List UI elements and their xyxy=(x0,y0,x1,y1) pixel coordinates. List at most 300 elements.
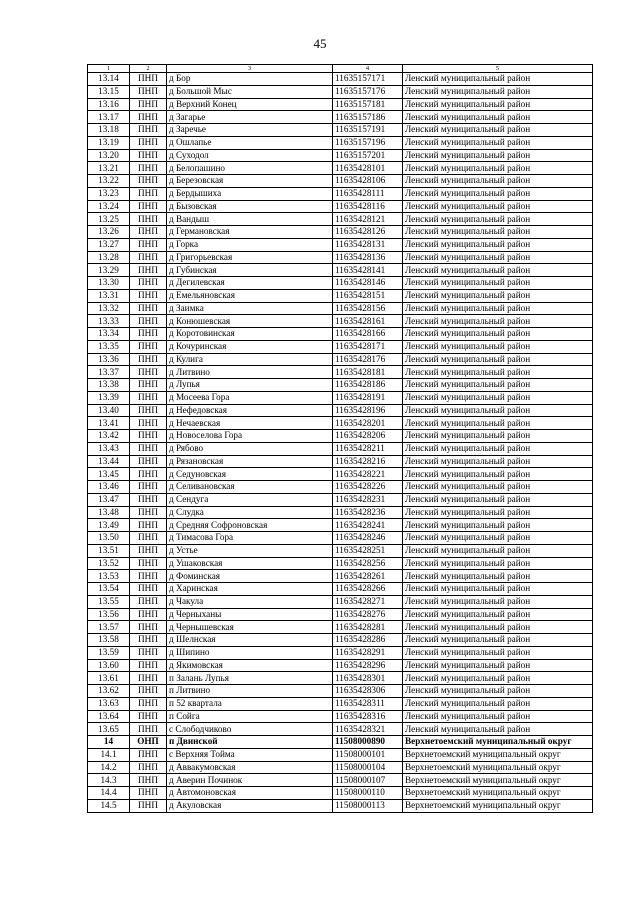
column-header: 3 xyxy=(167,65,333,73)
page-number: 45 xyxy=(313,36,327,51)
settlement-name-cell: п Литвино xyxy=(167,685,333,698)
municipality-cell: Ленский муниципальный район xyxy=(403,200,593,213)
settlement-name-cell: д Фоминская xyxy=(167,570,333,583)
municipality-cell: Ленский муниципальный район xyxy=(403,417,593,430)
table-row xyxy=(88,340,593,353)
settlement-type-cell: ПНП xyxy=(130,379,167,392)
row-number-cell: 13.41 xyxy=(88,417,130,430)
settlement-type-cell: ПНП xyxy=(130,149,167,162)
table-row xyxy=(88,761,593,774)
settlement-name-cell: д Мосеева Гора xyxy=(167,391,333,404)
municipality-cell: Ленский муниципальный район xyxy=(403,315,593,328)
municipality-cell: Ленский муниципальный район xyxy=(403,264,593,277)
municipality-cell: Ленский муниципальный район xyxy=(403,149,593,162)
oktmo-code-cell: 11508000110 xyxy=(333,787,403,800)
settlement-name-cell: д Березовская xyxy=(167,175,333,188)
settlement-type-cell: ПНП xyxy=(130,391,167,404)
table-row xyxy=(88,213,593,226)
row-number-cell: 13.52 xyxy=(88,557,130,570)
table-row xyxy=(88,404,593,417)
municipality-cell: Ленский муниципальный район xyxy=(403,404,593,417)
oktmo-code-cell: 11635428176 xyxy=(333,353,403,366)
settlement-type-cell: ПНП xyxy=(130,723,167,736)
row-number-cell: 13.17 xyxy=(88,111,130,124)
table-row xyxy=(88,200,593,213)
table-row xyxy=(88,175,593,188)
table-row xyxy=(88,136,593,149)
settlement-type-cell: ПНП xyxy=(130,315,167,328)
table-row xyxy=(88,455,593,468)
oktmo-code-cell: 11635428116 xyxy=(333,200,403,213)
settlement-type-cell: ПНП xyxy=(130,366,167,379)
table-row xyxy=(88,98,593,111)
settlement-name-cell: д Верхний Конец xyxy=(167,98,333,111)
settlement-name-cell: с Верхняя Тойма xyxy=(167,748,333,761)
oktmo-code-cell: 11635157186 xyxy=(333,111,403,124)
settlement-type-cell: ПНП xyxy=(130,213,167,226)
settlement-name-cell: д Заречье xyxy=(167,124,333,137)
settlement-type-cell: ПНП xyxy=(130,162,167,175)
settlements-table xyxy=(87,64,593,813)
row-number-cell: 13.59 xyxy=(88,646,130,659)
municipality-cell: Ленский муниципальный район xyxy=(403,187,593,200)
oktmo-code-cell: 11635157191 xyxy=(333,124,403,137)
municipality-cell: Ленский муниципальный район xyxy=(403,442,593,455)
oktmo-code-cell: 11635428151 xyxy=(333,289,403,302)
municipality-cell: Ленский муниципальный район xyxy=(403,85,593,98)
municipality-cell: Ленский муниципальный район xyxy=(403,124,593,137)
oktmo-code-cell: 11635428106 xyxy=(333,175,403,188)
row-number-cell: 14.1 xyxy=(88,748,130,761)
table-row xyxy=(88,379,593,392)
oktmo-code-cell: 11635428121 xyxy=(333,213,403,226)
table-row xyxy=(88,799,593,812)
municipality-cell: Ленский муниципальный район xyxy=(403,136,593,149)
settlement-type-cell: ПНП xyxy=(130,697,167,710)
settlement-type-cell: ПНП xyxy=(130,595,167,608)
table-row xyxy=(88,519,593,532)
oktmo-code-cell: 11635428291 xyxy=(333,646,403,659)
row-number-cell: 13.53 xyxy=(88,570,130,583)
settlement-type-cell: ПНП xyxy=(130,621,167,634)
settlement-name-cell: д Ушаковская xyxy=(167,557,333,570)
settlement-name-cell: д Нефедовская xyxy=(167,404,333,417)
settlement-name-cell: д Рязановская xyxy=(167,455,333,468)
row-number-cell: 14.5 xyxy=(88,799,130,812)
oktmo-code-cell: 11635428156 xyxy=(333,302,403,315)
row-number-cell: 13.21 xyxy=(88,162,130,175)
row-number-cell: 13.33 xyxy=(88,315,130,328)
row-number-cell: 13.23 xyxy=(88,187,130,200)
municipality-cell: Ленский муниципальный район xyxy=(403,519,593,532)
settlement-name-cell: д Рябово xyxy=(167,442,333,455)
oktmo-code-cell: 11635428111 xyxy=(333,187,403,200)
municipality-cell: Ленский муниципальный район xyxy=(403,353,593,366)
table-row xyxy=(88,302,593,315)
settlement-name-cell: д Ошлапье xyxy=(167,136,333,149)
settlement-type-cell: ПНП xyxy=(130,251,167,264)
oktmo-code-cell: 11635428236 xyxy=(333,506,403,519)
settlement-name-cell: д Лупья xyxy=(167,379,333,392)
settlement-type-cell: ПНП xyxy=(130,532,167,545)
municipality-cell: Ленский муниципальный район xyxy=(403,226,593,239)
row-number-cell: 13.42 xyxy=(88,430,130,443)
settlement-name-cell: д Тимасова Гора xyxy=(167,532,333,545)
settlement-name-cell: д Кочуринская xyxy=(167,340,333,353)
table-row xyxy=(88,417,593,430)
settlement-type-cell: ПНП xyxy=(130,430,167,443)
row-number-cell: 13.58 xyxy=(88,634,130,647)
municipality-cell: Ленский муниципальный район xyxy=(403,608,593,621)
settlement-name-cell: д Конюшевская xyxy=(167,315,333,328)
settlement-type-cell: ПНП xyxy=(130,226,167,239)
table-row xyxy=(88,570,593,583)
municipality-cell: Верхнетоемский муниципальный округ xyxy=(403,799,593,812)
municipality-cell: Ленский муниципальный район xyxy=(403,468,593,481)
oktmo-code-cell: 11635428306 xyxy=(333,685,403,698)
row-number-cell: 13.30 xyxy=(88,277,130,290)
table-row xyxy=(88,328,593,341)
settlement-type-cell: ПНП xyxy=(130,455,167,468)
settlement-type-cell: ПНП xyxy=(130,774,167,787)
column-header: 2 xyxy=(130,65,167,73)
settlement-type-cell: ПНП xyxy=(130,340,167,353)
settlement-type-cell: ПНП xyxy=(130,404,167,417)
oktmo-code-cell: 11635428301 xyxy=(333,672,403,685)
municipality-cell: Ленский муниципальный район xyxy=(403,379,593,392)
oktmo-code-cell: 11635157171 xyxy=(333,73,403,86)
table-row xyxy=(88,391,593,404)
settlement-type-cell: ПНП xyxy=(130,634,167,647)
row-number-cell: 13.29 xyxy=(88,264,130,277)
row-number-cell: 13.40 xyxy=(88,404,130,417)
settlement-name-cell: д Бор xyxy=(167,73,333,86)
row-number-cell: 13.44 xyxy=(88,455,130,468)
row-number-cell: 13.39 xyxy=(88,391,130,404)
table-row xyxy=(88,124,593,137)
settlement-name-cell: д Якимовская xyxy=(167,659,333,672)
table-row xyxy=(88,226,593,239)
settlement-type-cell: ПНП xyxy=(130,417,167,430)
settlement-name-cell: д Чакула xyxy=(167,595,333,608)
oktmo-code-cell: 11635157196 xyxy=(333,136,403,149)
settlement-type-cell: ПНП xyxy=(130,570,167,583)
row-number-cell: 13.22 xyxy=(88,175,130,188)
settlement-name-cell: д Седуновская xyxy=(167,468,333,481)
table-row xyxy=(88,481,593,494)
municipality-cell: Ленский муниципальный район xyxy=(403,685,593,698)
table-row xyxy=(88,238,593,251)
table-row xyxy=(88,634,593,647)
row-number-cell: 14 xyxy=(88,736,130,749)
oktmo-code-cell: 11635428231 xyxy=(333,493,403,506)
settlement-name-cell: д Большой Мыс xyxy=(167,85,333,98)
oktmo-code-cell: 11635428211 xyxy=(333,442,403,455)
settlement-name-cell: д Германовская xyxy=(167,226,333,239)
table-row xyxy=(88,544,593,557)
column-header: 1 xyxy=(88,65,130,73)
settlement-name-cell: д Аверин Починок xyxy=(167,774,333,787)
settlement-type-cell: ПНП xyxy=(130,544,167,557)
table-row xyxy=(88,583,593,596)
row-number-cell: 13.26 xyxy=(88,226,130,239)
table-row xyxy=(88,162,593,175)
settlement-name-cell: д Устье xyxy=(167,544,333,557)
oktmo-code-cell: 11635428171 xyxy=(333,340,403,353)
oktmo-code-cell: 11508000107 xyxy=(333,774,403,787)
oktmo-code-cell: 11635428286 xyxy=(333,634,403,647)
municipality-cell: Ленский муниципальный район xyxy=(403,583,593,596)
settlement-name-cell: д Кулига xyxy=(167,353,333,366)
municipality-cell: Ленский муниципальный район xyxy=(403,213,593,226)
municipality-cell: Ленский муниципальный район xyxy=(403,672,593,685)
row-number-cell: 13.24 xyxy=(88,200,130,213)
settlement-name-cell: д Емельяновская xyxy=(167,289,333,302)
oktmo-code-cell: 11635428161 xyxy=(333,315,403,328)
settlement-type-cell: ПНП xyxy=(130,748,167,761)
table-row xyxy=(88,697,593,710)
oktmo-code-cell: 11635428251 xyxy=(333,544,403,557)
table-row xyxy=(88,149,593,162)
table-row xyxy=(88,621,593,634)
settlement-type-cell: ПНП xyxy=(130,659,167,672)
municipality-cell: Верхнетоемский муниципальный округ xyxy=(403,736,593,749)
municipality-cell: Ленский муниципальный район xyxy=(403,430,593,443)
row-number-cell: 13.60 xyxy=(88,659,130,672)
settlement-name-cell: д Шелнская xyxy=(167,634,333,647)
oktmo-code-cell: 11635428126 xyxy=(333,226,403,239)
table-row xyxy=(88,73,593,86)
settlement-name-cell: д Черныханы xyxy=(167,608,333,621)
settlement-name-cell: д Григорьевская xyxy=(167,251,333,264)
table-row xyxy=(88,595,593,608)
municipality-cell: Ленский муниципальный район xyxy=(403,532,593,545)
municipality-cell: Ленский муниципальный район xyxy=(403,328,593,341)
oktmo-code-cell: 11635428276 xyxy=(333,608,403,621)
row-number-cell: 13.62 xyxy=(88,685,130,698)
row-number-cell: 13.38 xyxy=(88,379,130,392)
row-number-cell: 13.20 xyxy=(88,149,130,162)
table-row xyxy=(88,264,593,277)
municipality-cell: Ленский муниципальный район xyxy=(403,659,593,672)
settlement-name-cell: п Залань Лупья xyxy=(167,672,333,685)
table-row xyxy=(88,251,593,264)
municipality-cell: Верхнетоемский муниципальный округ xyxy=(403,748,593,761)
table-row xyxy=(88,353,593,366)
settlement-type-cell: ПНП xyxy=(130,200,167,213)
row-number-cell: 14.3 xyxy=(88,774,130,787)
table-row xyxy=(88,366,593,379)
table-row xyxy=(88,672,593,685)
municipality-cell: Ленский муниципальный район xyxy=(403,289,593,302)
settlement-name-cell: д Бызовская xyxy=(167,200,333,213)
oktmo-code-cell: 11635428241 xyxy=(333,519,403,532)
municipality-cell: Ленский муниципальный район xyxy=(403,277,593,290)
table-row xyxy=(88,748,593,761)
settlement-type-cell: ПНП xyxy=(130,98,167,111)
oktmo-code-cell: 11635428181 xyxy=(333,366,403,379)
settlement-name-cell: д Слудка xyxy=(167,506,333,519)
row-number-cell: 13.48 xyxy=(88,506,130,519)
municipality-cell: Ленский муниципальный район xyxy=(403,697,593,710)
table-row xyxy=(88,787,593,800)
table-row xyxy=(88,493,593,506)
settlement-name-cell: с Слободчиково xyxy=(167,723,333,736)
settlement-type-cell: ПНП xyxy=(130,646,167,659)
table-row xyxy=(88,111,593,124)
row-number-cell: 13.16 xyxy=(88,98,130,111)
settlement-name-cell: п Сойга xyxy=(167,710,333,723)
row-number-cell: 13.57 xyxy=(88,621,130,634)
settlement-type-cell: ПНП xyxy=(130,187,167,200)
table-row xyxy=(88,442,593,455)
settlement-type-cell: ПНП xyxy=(130,124,167,137)
row-number-cell: 13.55 xyxy=(88,595,130,608)
row-number-cell: 13.45 xyxy=(88,468,130,481)
settlement-name-cell: д Нечаевская xyxy=(167,417,333,430)
settlement-type-cell: ПНП xyxy=(130,328,167,341)
settlement-name-cell: д Новоселова Гора xyxy=(167,430,333,443)
municipality-cell: Ленский муниципальный район xyxy=(403,302,593,315)
municipality-cell: Ленский муниципальный район xyxy=(403,455,593,468)
oktmo-code-cell: 11635428131 xyxy=(333,238,403,251)
header-row xyxy=(88,65,593,73)
municipality-cell: Верхнетоемский муниципальный округ xyxy=(403,761,593,774)
municipality-cell: Верхнетоемский муниципальный округ xyxy=(403,787,593,800)
settlement-name-cell: п Двинской xyxy=(167,736,333,749)
settlement-type-cell: ПНП xyxy=(130,238,167,251)
oktmo-code-cell: 11635428261 xyxy=(333,570,403,583)
municipality-cell: Ленский муниципальный район xyxy=(403,73,593,86)
row-number-cell: 13.32 xyxy=(88,302,130,315)
municipality-cell: Ленский муниципальный район xyxy=(403,595,593,608)
oktmo-code-cell: 11635157176 xyxy=(333,85,403,98)
municipality-cell: Ленский муниципальный район xyxy=(403,506,593,519)
row-number-cell: 13.51 xyxy=(88,544,130,557)
row-number-cell: 13.25 xyxy=(88,213,130,226)
oktmo-code-cell: 11635428146 xyxy=(333,277,403,290)
oktmo-code-cell: 11635157181 xyxy=(333,98,403,111)
settlement-type-cell: ОНП xyxy=(130,736,167,749)
table-row xyxy=(88,659,593,672)
table-row xyxy=(88,187,593,200)
municipality-cell: Ленский муниципальный район xyxy=(403,544,593,557)
oktmo-code-cell: 11635428166 xyxy=(333,328,403,341)
settlement-type-cell: ПНП xyxy=(130,289,167,302)
table-row xyxy=(88,736,593,749)
settlement-name-cell: д Губинская xyxy=(167,264,333,277)
table-body xyxy=(88,73,593,813)
settlement-name-cell: д Аввакумовская xyxy=(167,761,333,774)
settlement-name-cell: п 52 квартала xyxy=(167,697,333,710)
settlement-name-cell: д Загарье xyxy=(167,111,333,124)
settlement-name-cell: д Шипино xyxy=(167,646,333,659)
oktmo-code-cell: 11508000113 xyxy=(333,799,403,812)
settlement-type-cell: ПНП xyxy=(130,481,167,494)
settlement-type-cell: ПНП xyxy=(130,799,167,812)
row-number-cell: 13.14 xyxy=(88,73,130,86)
table-row xyxy=(88,468,593,481)
municipality-cell: Ленский муниципальный район xyxy=(403,175,593,188)
municipality-cell: Ленский муниципальный район xyxy=(403,481,593,494)
settlement-type-cell: ПНП xyxy=(130,73,167,86)
oktmo-code-cell: 11635428226 xyxy=(333,481,403,494)
settlement-name-cell: д Средняя Софроновская xyxy=(167,519,333,532)
municipality-cell: Ленский муниципальный район xyxy=(403,646,593,659)
oktmo-code-cell: 11635428281 xyxy=(333,621,403,634)
municipality-cell: Ленский муниципальный район xyxy=(403,162,593,175)
settlement-type-cell: ПНП xyxy=(130,85,167,98)
oktmo-code-cell: 11635428316 xyxy=(333,710,403,723)
settlement-type-cell: ПНП xyxy=(130,506,167,519)
municipality-cell: Ленский муниципальный район xyxy=(403,238,593,251)
municipality-cell: Ленский муниципальный район xyxy=(403,557,593,570)
settlement-type-cell: ПНП xyxy=(130,353,167,366)
settlement-name-cell: д Селивановская xyxy=(167,481,333,494)
settlement-type-cell: ПНП xyxy=(130,583,167,596)
settlement-name-cell: д Бердышиха xyxy=(167,187,333,200)
settlement-type-cell: ПНП xyxy=(130,175,167,188)
row-number-cell: 13.43 xyxy=(88,442,130,455)
oktmo-code-cell: 11635428266 xyxy=(333,583,403,596)
settlement-type-cell: ПНП xyxy=(130,302,167,315)
settlement-name-cell: д Горка xyxy=(167,238,333,251)
oktmo-code-cell: 11635428101 xyxy=(333,162,403,175)
oktmo-code-cell: 11508000101 xyxy=(333,748,403,761)
row-number-cell: 13.61 xyxy=(88,672,130,685)
settlement-type-cell: ПНП xyxy=(130,761,167,774)
table-row xyxy=(88,608,593,621)
settlement-type-cell: ПНП xyxy=(130,493,167,506)
row-number-cell: 13.54 xyxy=(88,583,130,596)
oktmo-code-cell: 11635428201 xyxy=(333,417,403,430)
oktmo-code-cell: 11635428221 xyxy=(333,468,403,481)
municipality-cell: Ленский муниципальный район xyxy=(403,493,593,506)
row-number-cell: 13.36 xyxy=(88,353,130,366)
oktmo-code-cell: 11635428196 xyxy=(333,404,403,417)
settlement-name-cell: д Суходол xyxy=(167,149,333,162)
table-row xyxy=(88,557,593,570)
row-number-cell: 13.56 xyxy=(88,608,130,621)
settlement-name-cell: д Литвино xyxy=(167,366,333,379)
settlement-name-cell: д Харинская xyxy=(167,583,333,596)
oktmo-code-cell: 11635428141 xyxy=(333,264,403,277)
row-number-cell: 13.37 xyxy=(88,366,130,379)
row-number-cell: 13.64 xyxy=(88,710,130,723)
settlement-name-cell: д Коротовинская xyxy=(167,328,333,341)
table-row xyxy=(88,532,593,545)
row-number-cell: 13.65 xyxy=(88,723,130,736)
settlement-name-cell: д Акуловская xyxy=(167,799,333,812)
row-number-cell: 13.27 xyxy=(88,238,130,251)
column-header: 5 xyxy=(403,65,593,73)
municipality-cell: Ленский муниципальный район xyxy=(403,366,593,379)
settlement-name-cell: д Вандыш xyxy=(167,213,333,226)
row-number-cell: 13.63 xyxy=(88,697,130,710)
settlement-type-cell: ПНП xyxy=(130,787,167,800)
row-number-cell: 13.46 xyxy=(88,481,130,494)
table-row xyxy=(88,289,593,302)
column-header: 4 xyxy=(333,65,403,73)
settlement-name-cell: д Сендуга xyxy=(167,493,333,506)
row-number-cell: 13.31 xyxy=(88,289,130,302)
table-row xyxy=(88,277,593,290)
table-row xyxy=(88,315,593,328)
settlement-type-cell: ПНП xyxy=(130,672,167,685)
table-row xyxy=(88,723,593,736)
municipality-cell: Ленский муниципальный район xyxy=(403,251,593,264)
oktmo-code-cell: 11635428246 xyxy=(333,532,403,545)
